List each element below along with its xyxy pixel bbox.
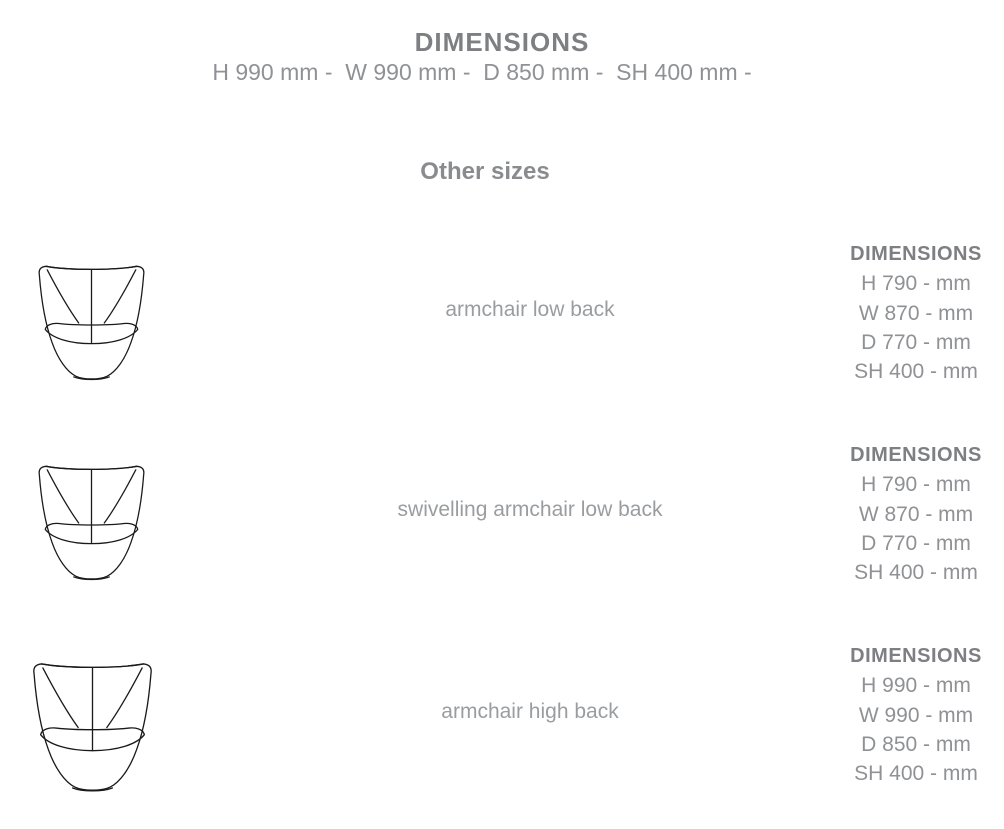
dimension-height: H 790 - mm bbox=[861, 272, 971, 296]
main-dimensions-line: H 990 mm - W 990 mm - D 850 mm - SH 400 mm - bbox=[212, 59, 752, 85]
variant-label-armchair-low-back: armchair low back bbox=[445, 298, 615, 321]
armchair-front-view-icon bbox=[33, 461, 150, 585]
dimensions-block-armchair-high-back bbox=[828, 642, 1004, 788]
dimension-depth: D 850 - mm bbox=[861, 732, 971, 756]
dimension-height: H 990 - mm bbox=[861, 674, 971, 698]
armchair-front-view-icon bbox=[27, 658, 158, 797]
dimension-width: W 870 - mm bbox=[858, 301, 974, 325]
dimensions-block-armchair-low-back bbox=[828, 240, 1004, 386]
dimension-seat-height: SH 400 - mm bbox=[854, 360, 978, 384]
dimension-depth: D 770 - mm bbox=[861, 330, 971, 354]
armchair-low-back-drawing bbox=[33, 261, 150, 385]
armchair-front-view-icon bbox=[33, 261, 150, 385]
page-title: DIMENSIONS bbox=[414, 27, 590, 57]
dimension-seat-height: SH 400 - mm bbox=[854, 561, 978, 585]
dimensions-block-title: DIMENSIONS bbox=[850, 444, 982, 466]
dimension-depth: D 770 - mm bbox=[861, 531, 971, 555]
armchair-high-back-drawing bbox=[27, 658, 158, 797]
variant-label-armchair-high-back: armchair high back bbox=[441, 700, 619, 723]
swivelling-armchair-low-back-drawing bbox=[33, 461, 150, 585]
dimensions-block-swivelling-armchair-low-back bbox=[828, 441, 1004, 587]
dimension-width: W 870 - mm bbox=[858, 502, 974, 526]
dimensions-block-title: DIMENSIONS bbox=[850, 645, 982, 667]
dimension-seat-height: SH 400 - mm bbox=[854, 762, 978, 786]
other-sizes-heading: Other sizes bbox=[420, 158, 550, 185]
dimension-width: W 990 - mm bbox=[858, 703, 974, 727]
variant-label-swivelling-armchair-low-back: swivelling armchair low back bbox=[397, 498, 663, 521]
dimensions-block-title: DIMENSIONS bbox=[850, 243, 982, 265]
dimension-height: H 790 - mm bbox=[861, 473, 971, 497]
